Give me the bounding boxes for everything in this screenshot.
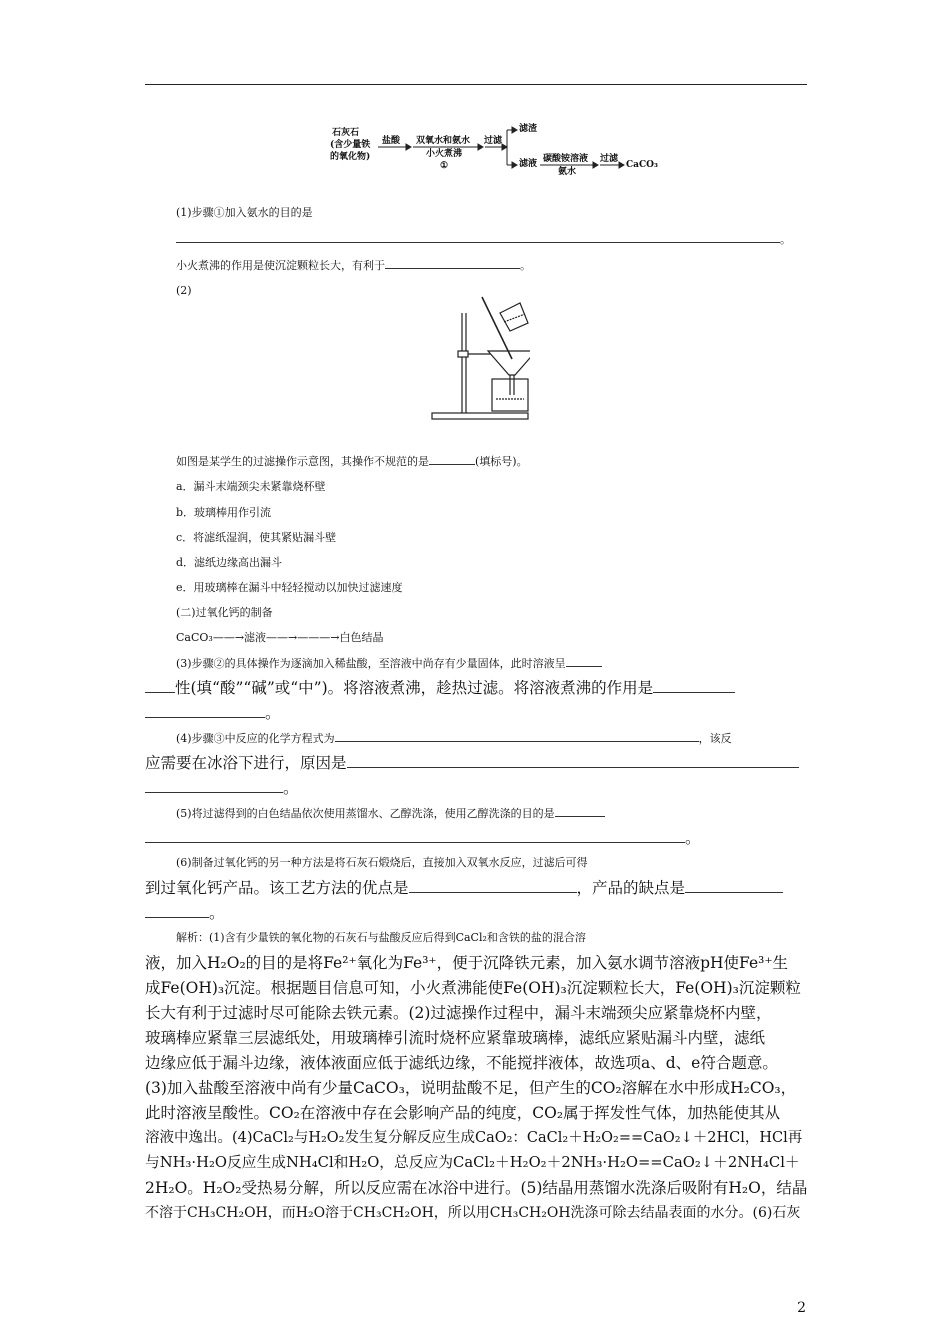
q2-label: (2) [176,284,192,297]
flow-step-carbonate: 碳酸铵溶液 [543,154,589,164]
analysis-line-2: 液，加入H₂O₂的目的是将Fe²⁺氧化为Fe³⁺，便于沉降铁元素，加入氨水调节溶液pH使Fe³⁺生 [145,954,789,972]
analysis-line-9: 溶液中逸出。(4)CaCl₂与H₂O₂发生复分解反应生成CaO₂：CaCl₂＋H₂O₂==CaO₂↓＋2HCl，HCl再 [145,1130,803,1146]
q5-line1: (5)将过滤得到的白色结晶依次使用蒸馏水、乙醇洗涤，使用乙醇洗涤的目的是 [176,800,838,827]
process-flowchart [330,118,660,184]
page-number: 2 [797,1300,806,1316]
flow-start-3: 的氧化物) [330,152,371,162]
q3-line2: 性(填“酸”“碱”或“中”)。将溶液煮沸，趁热过滤。将溶液煮沸的作用是 [145,675,807,701]
q6-line2: 到过氧化钙产品。该工艺方法的优点是 ，产品的缺点是 [145,875,807,901]
analysis-line-11: 2H₂O。H₂O₂受热易分解，所以反应需在冰浴中进行。(5)结晶用蒸馏水洗涤后吸附有H₂O，结晶 [145,1179,808,1197]
flow-start-2: (含少量铁 [330,140,371,150]
analysis-line-1: 解析：(1)含有少量铁的氧化物的石灰石与盐酸反应后得到CaCl₂和含铁的盐的混合溶 [176,931,586,944]
q3-line3: 。 [145,700,807,726]
flow-step-boil: 小火煮沸 [426,149,463,159]
analysis-line-10: 与NH₃·H₂O反应生成NH₄Cl和H₂O，总反应为CaCl₂＋H₂O₂＋2NH₃·H₂O==CaO₂↓＋2NH₄Cl＋ [145,1154,800,1171]
flow-filtrate: 滤液 [519,159,538,169]
q2-option-a: a．漏斗末端颈尖未紧靠烧杯壁 [176,480,326,493]
section2-flow: CaCO₃——→滤液——→———→白色结晶 [176,631,384,644]
q4-line2: 应需要在冰浴下进行，原因是 [145,750,807,776]
q2-option-b: b．玻璃棒用作引流 [176,506,272,519]
q2-option-e: e．用玻璃棒在漏斗中轻轻搅动以加快过滤速度 [176,581,403,594]
q6-line1: (6)制备过氧化钙的另一种方法是将石灰石煅烧后，直接加入双氧水反应，过滤后可得 [176,856,588,869]
analysis-line-5: 玻璃棒应紧靠三层滤纸处，用玻璃棒引流时烧杯应紧靠玻璃棒，滤纸应紧贴漏斗内壁，滤纸 [145,1029,766,1047]
q3-line1: (3)步骤②的具体操作为逐滴加入稀盐酸，至溶液中尚存有少量固体，此时溶液呈 [176,650,838,677]
analysis-line-8: 此时溶液呈酸性。CO₂在溶液中存在会影响产品的纯度，CO₂属于挥发性气体，加热能使其从 [145,1104,781,1122]
q4-line1: (4)步骤③中反应的化学方程式为 ，该反 [176,725,838,752]
flow-step-h2o2: 双氧水和氨水 [416,136,471,146]
q4-line3: 。 [145,775,807,801]
flow-step-filter2: 过滤 [600,154,619,164]
q1-answer-line: 。 [176,226,838,253]
flow-step-filter1: 过滤 [484,136,503,146]
flow-residue: 滤渣 [519,124,538,134]
analysis-line-3: 成Fe(OH)₃沉淀。根据题目信息可知，小火煮沸能使Fe(OH)₃沉淀颗粒长大，Fe(OH)₃沉淀颗粒 [145,979,801,997]
flow-step-num: ① [440,161,449,171]
q1-line1: (1)步骤①加入氨水的目的是 [176,206,313,219]
q2-option-c: c．将滤纸湿润，使其紧贴漏斗壁 [176,531,337,544]
flow-start-1: 石灰石 [332,128,360,138]
q2-prompt: 如图是某学生的过滤操作示意图，其操作不规范的是 (填标号)。 [176,448,838,475]
analysis-line-12: 不溶于CH₃CH₂OH，而H₂O溶于CH₃CH₂OH，所以用CH₃CH₂OH洗涤可除去结晶表面的水分。(6)石灰 [145,1205,801,1221]
header-rule [145,84,807,85]
q6-line3: 。 [145,900,807,926]
analysis-line-6: 边缘应低于漏斗边缘，液体液面应低于滤纸边缘，不能搅拌液体，故选项a、d、e符合题意。 [145,1054,778,1072]
section2-title: (二)过氧化钙的制备 [176,606,273,619]
flow-end: CaCO₃ [626,160,658,170]
analysis-line-4: 长大有利于过滤时尽可能除去铁元素。(2)过滤操作过程中，漏斗末端颈尖应紧靠烧杯内壁， [145,1004,772,1022]
q5-line2: 。 [145,825,807,851]
analysis-line-7: (3)加入盐酸至溶液中尚有少量CaCO₃，说明盐酸不足，但产生的CO₂溶解在水中形成H₂CO₃， [145,1079,797,1097]
q2-option-d: d．滤纸边缘高出漏斗 [176,556,283,569]
flow-step-hcl: 盐酸 [382,136,401,146]
flow-arrows [330,118,660,184]
flow-step-ammonia: 氨水 [558,167,577,177]
filtration-apparatus-diagram [430,295,530,430]
q1-line2: 小火煮沸的作用是使沉淀颗粒长大，有利于 。 [176,252,838,279]
